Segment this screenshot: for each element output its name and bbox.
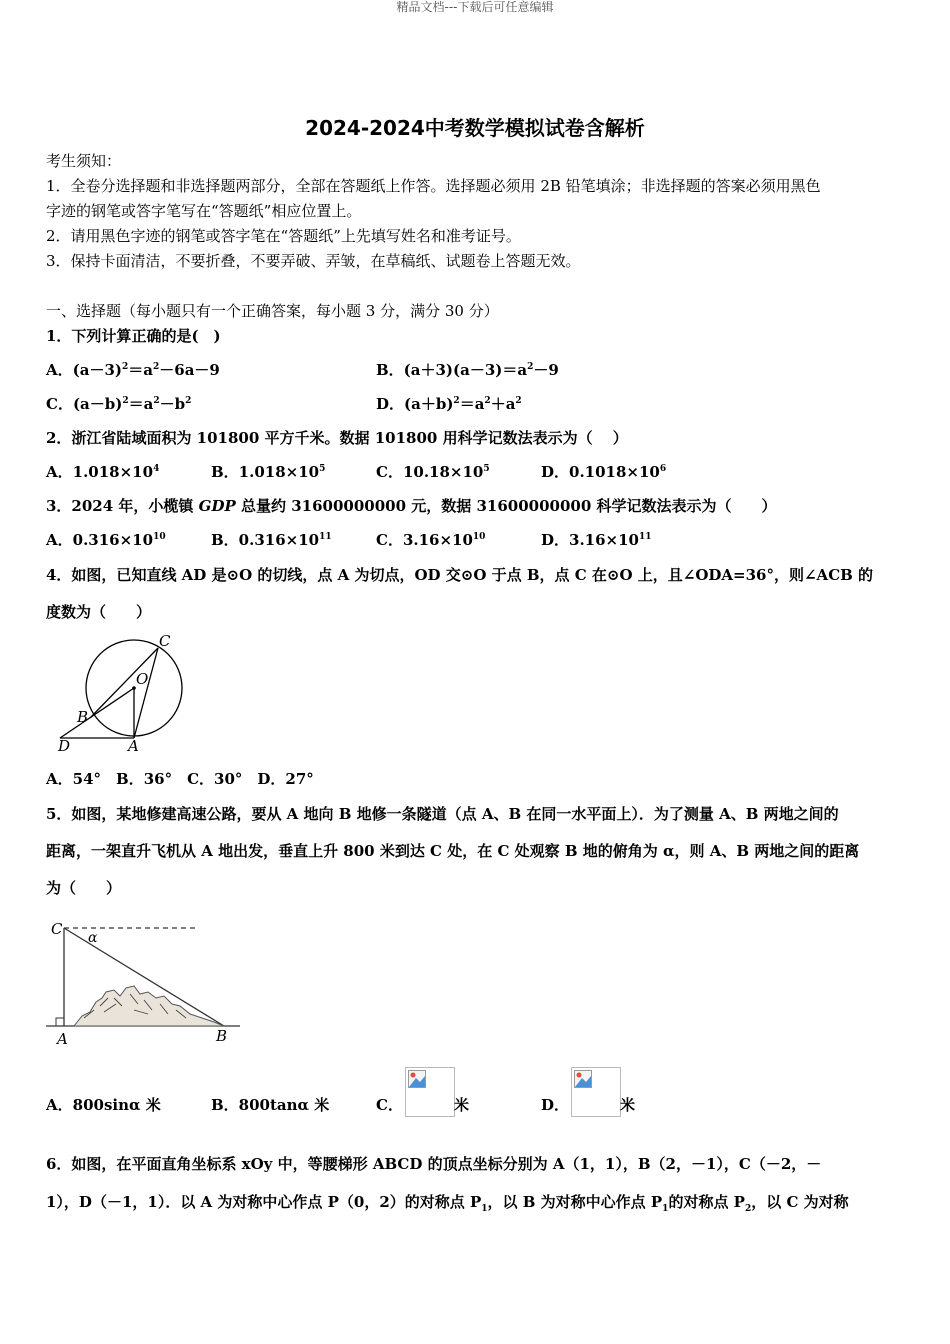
q5-stem-line1: 5．如图，某地修建高速公路，要从 A 地向 B 地修一条隧道（点 A、B 在同一水平面上）．为了测量 A、B 两地之间的 bbox=[46, 805, 839, 823]
q1-option-b: B．$(a+3)(a-3)=a^2-9$ bbox=[376, 361, 559, 379]
q2-option-c: C．$10.18\times 10^5$ bbox=[376, 463, 490, 481]
label-b: B bbox=[216, 1027, 228, 1045]
q2-option-a: A．$1.018\times 10^4$ bbox=[46, 463, 160, 481]
q5-option-c-unit: 米 bbox=[454, 1096, 470, 1114]
notice-item-2: 2．请用黑色字迹的钢笔或答字笔在“答题纸”上先填写姓名和准考证号。 bbox=[46, 227, 521, 245]
q1-option-c: C．$(a-b)^2=a^2-b^2$ bbox=[46, 395, 192, 413]
notice-item-1b: 字迹的钢笔或答字笔写在“答题纸”相应位置上。 bbox=[46, 202, 362, 220]
q3-option-c: C．$3.16\times 10^{10}$ bbox=[376, 531, 486, 549]
label-alpha: α bbox=[88, 930, 98, 946]
q1-stem: 1．下列计算正确的是( ) bbox=[46, 327, 221, 345]
notice-heading: 考生须知： bbox=[46, 152, 122, 170]
q4-options: A．54° B．36° C．30° D．27° bbox=[46, 770, 314, 788]
q2-stem: 2．浙江省陆域面积为 101800 平方千米。数据 101800 用科学记数法表示为（ ） bbox=[46, 429, 628, 447]
label-a: A bbox=[57, 1030, 68, 1048]
q2-option-d: D．$0.1018\times 10^6$ bbox=[541, 463, 667, 481]
q6-stem-line1: 6．如图，在平面直角坐标系 xOy 中，等腰梯形 ABCD 的顶点坐标分别为 A（1，1），B（2，－1），C（－2，－ bbox=[46, 1155, 822, 1173]
label-b: B bbox=[77, 708, 89, 726]
q5-stem-line3: 为（ ） bbox=[46, 879, 122, 897]
chord-ac bbox=[134, 648, 158, 738]
q5-option-c-image bbox=[405, 1067, 455, 1117]
page-title: 2024-2024中考数学模拟试卷含解析 bbox=[305, 116, 645, 140]
q5-stem-line2: 距离，一架直升飞机从 A 地出发，垂直上升 800 米到达 C 处，在 C 处观察 B 地的俯角为 α，则 A、B 两地之间的距离 bbox=[46, 842, 860, 860]
label-c: C bbox=[51, 920, 63, 938]
label-o: O bbox=[136, 670, 149, 688]
broken-image-icon bbox=[408, 1070, 426, 1088]
q5-option-d-image bbox=[571, 1067, 621, 1117]
broken-image-icon bbox=[574, 1070, 592, 1088]
q6-stem-line2: 1），D（－1，1）．以 A 为对称中心作点 P（0，2）的对称点 $P_1$，以 B 为对称中心作点 $P_1$的对称点 $P_2$，以 C 为对称 bbox=[46, 1193, 849, 1214]
page-header: 精品文档---下载后可任意编辑 bbox=[396, 0, 554, 14]
right-angle-mark bbox=[56, 1018, 64, 1026]
q4-circle-figure bbox=[48, 630, 198, 755]
label-a: A bbox=[128, 737, 139, 755]
q5-helicopter-figure bbox=[44, 914, 244, 1049]
q5-option-d: D． bbox=[541, 1096, 570, 1114]
q5-option-b: B．800tanα 米 bbox=[211, 1096, 330, 1114]
line-od bbox=[60, 688, 134, 738]
q3-option-b: B．$0.316\times 10^{11}$ bbox=[211, 531, 332, 549]
q5-option-c: C． bbox=[376, 1096, 403, 1114]
q1-option-d: D．$(a+b)^2=a^2+a^2$ bbox=[376, 395, 522, 413]
q1-option-a: A．$(a-3)^2=a^2-6a-9$ bbox=[46, 361, 220, 379]
q5-option-a: A．800sinα 米 bbox=[46, 1096, 161, 1114]
notice-item-1a: 1．全卷分选择题和非选择题两部分，全部在答题纸上作答。选择题必须用 2B 铅笔填涂；非选择题的答案必须用黑色 bbox=[46, 177, 821, 195]
q4-stem-line1: 4．如图，已知直线 AD 是⊙O 的切线，点 A 为切点，OD 交⊙O 于点 B，点 C 在⊙O 上，且∠ODA=36°，则∠ACB 的 bbox=[46, 566, 874, 584]
q5-option-d-unit: 米 bbox=[620, 1096, 636, 1114]
label-c: C bbox=[159, 632, 171, 650]
q3-stem: 3．2024 年，小榄镇 GDP 总量约 31600000000 元，数据 31600000000 科学记数法表示为（ ） bbox=[46, 497, 777, 515]
q4-stem-line2: 度数为（ ） bbox=[46, 603, 152, 621]
notice-item-3: 3．保持卡面清洁，不要折叠，不要弄破、弄皱，在草稿纸、试题卷上答题无效。 bbox=[46, 252, 581, 270]
section-heading: 一、选择题（每小题只有一个正确答案，每小题 3 分，满分 30 分） bbox=[46, 302, 499, 320]
q3-option-a: A．$0.316\times 10^{10}$ bbox=[46, 531, 166, 549]
label-d: D bbox=[58, 737, 71, 755]
q2-option-b: B．$1.018\times 10^5$ bbox=[211, 463, 326, 481]
q3-option-d: D．$3.16\times 10^{11}$ bbox=[541, 531, 652, 549]
